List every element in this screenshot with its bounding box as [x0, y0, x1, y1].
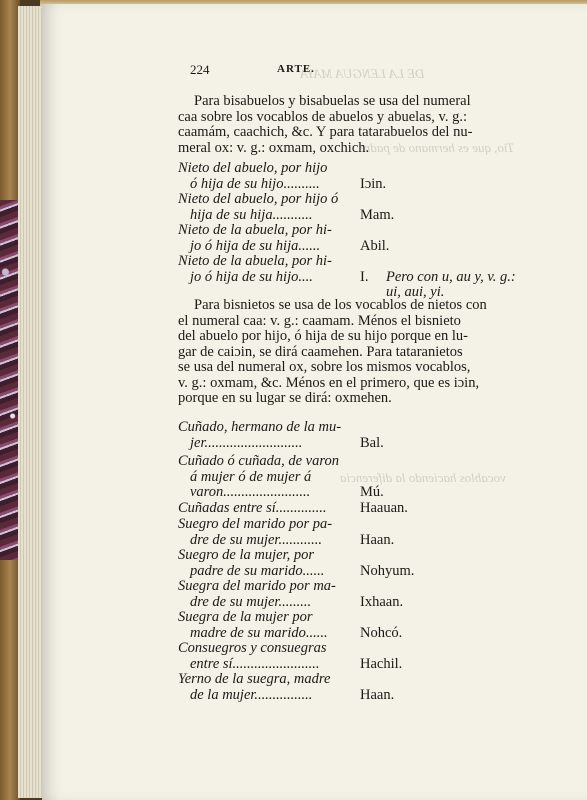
paragraph-line: porque en su lugar se dirá: oxmehen.	[178, 390, 392, 406]
term: jo ó hija de su hija......	[190, 237, 321, 254]
usage-note: Pero con u, au y, v. g.:	[386, 268, 516, 285]
maya-term: I.	[360, 268, 369, 285]
term: Cuñadas entre sí..............	[178, 500, 327, 516]
paragraph-line: meral ox: v. g.: oxmam, oxchich.	[178, 139, 370, 156]
maya-term: Haan.	[360, 531, 395, 548]
paragraph-line: caa sobre los vocablos de abuelos y abuelas, v. g.:	[178, 108, 467, 125]
paragraph-line: el numeral caa: v. g.: caamam. Ménos el bisnieto	[178, 312, 461, 329]
paragraph-great-grandparents	[178, 94, 540, 156]
term: dre de su mujer............	[190, 531, 322, 548]
term: Suegra de la mujer por	[178, 609, 313, 625]
term: Consuegros y consuegras	[178, 640, 327, 656]
term: Cuñado, hermano de la mu-	[178, 419, 342, 435]
term: padre de su marido......	[190, 562, 325, 579]
term: jo ó hija de su hijo....	[190, 268, 313, 285]
show-through-text: DE LA LENGUA MAYA	[300, 66, 425, 81]
maya-term: Mú.	[360, 484, 384, 500]
term: de la mujer................	[190, 686, 313, 703]
term: madre de su marido......	[190, 624, 328, 641]
maya-term: Bal.	[360, 434, 384, 451]
page-edges	[18, 6, 44, 798]
term: Nieto del abuelo, por hijo ó	[178, 191, 339, 207]
term: Nieto de la abuela, por hi-	[178, 222, 332, 238]
maya-term: Nohcó.	[360, 624, 403, 641]
term: Suegra del marido por ma-	[178, 578, 336, 594]
term: entre sí........................	[190, 655, 320, 672]
show-through-text: vocablos haciendo la diferencia	[340, 470, 506, 485]
paragraph-line: gar de caiɔin, se dirá caamehen. Para tataranietos	[178, 343, 463, 360]
paragraph-great-grandchildren	[178, 298, 540, 407]
maya-term: Mam.	[360, 206, 395, 223]
paragraph-line: del abuelo por hijo, ó hija de su hijo porque en lu-	[178, 328, 468, 344]
term: varon........................	[190, 484, 311, 500]
term: Suegro del marido por pa-	[178, 516, 333, 532]
maya-term: Nohyum.	[360, 562, 415, 579]
running-title: ARTE.	[277, 63, 315, 75]
page-number: 224	[190, 62, 210, 77]
term: Suegro de la mujer, por	[178, 547, 314, 563]
show-through-text: Tio, que es hermano de padre	[360, 140, 515, 155]
term: hija de su hija...........	[190, 206, 313, 223]
term: jer...........................	[190, 434, 303, 451]
paragraph-line: Para bisnietos se usa de los vocablos de nietos con	[194, 297, 487, 313]
maya-term: Haauan.	[360, 500, 408, 516]
page-header	[190, 62, 540, 82]
term: ó hija de su hijo..........	[190, 175, 320, 192]
term: Cuñado ó cuñada, de varon	[178, 453, 339, 469]
maya-term: Hachil.	[360, 655, 403, 672]
maya-term: Iɔin.	[360, 175, 387, 192]
term: dre de su mujer.........	[190, 593, 312, 610]
paragraph-line: caamám, caachich, &c. Y para tatarabuelos del nu-	[178, 124, 473, 140]
marbled-endpaper	[0, 200, 18, 560]
usage-note: ui, aui, yi.	[386, 284, 445, 300]
maya-term: Ixhaan.	[360, 593, 404, 610]
term: Nieto del abuelo, por hijo	[178, 160, 328, 176]
term: á mujer ó de mujer á	[190, 468, 312, 485]
paragraph-line: se usa del numeral ox, sobre los mismos vocablos,	[178, 359, 471, 375]
term: Yerno de la suegra, madre	[178, 671, 331, 687]
maya-term: Haan.	[360, 686, 395, 703]
paragraph-line: v. g.: oxmam, &c. Ménos en el primero, que es iɔin,	[178, 374, 480, 391]
maya-term: Abil.	[360, 237, 390, 254]
paragraph-line: Para bisabuelos y bisabuelas se usa del numeral	[194, 93, 471, 109]
term: Nieto de la abuela, por hi-	[178, 253, 332, 269]
